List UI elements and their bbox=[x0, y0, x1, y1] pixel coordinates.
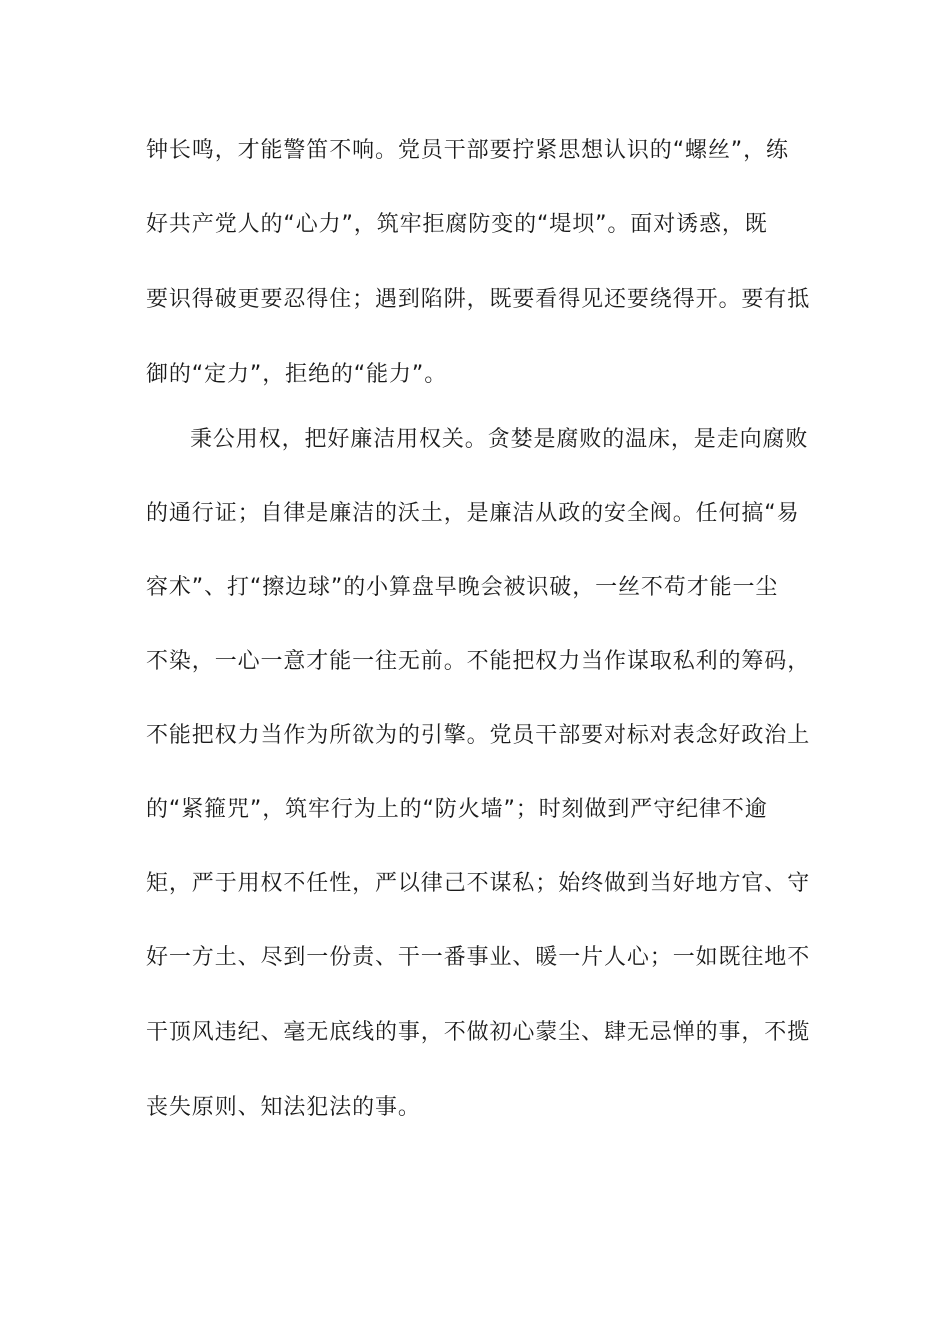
paragraph-line: 干顶风违纪、毫无底线的事，不做初心蒙尘、肆无忌惮的事，不揽 bbox=[146, 1020, 811, 1045]
paragraph-line: 钟长鸣，才能警笛不响。党员干部要拧紧思想认识的“螺丝”，练 bbox=[146, 138, 789, 163]
paragraph-line: 好共产党人的“心力”，筑牢拒腐防变的“堤坝”。面对诱惑，既 bbox=[146, 212, 768, 237]
paragraph-line: 容术”、打“擦边球”的小算盘早晚会被识破，一丝不苟才能一尘 bbox=[146, 575, 779, 600]
paragraph-line: 矩，严于用权不任性，严以律己不谋私；始终做到当好地方官、守 bbox=[146, 871, 811, 896]
paragraph-line: 的“紧箍咒”，筑牢行为上的“防火墙”；时刻做到严守纪律不逾 bbox=[146, 797, 768, 822]
paragraph-line: 御的“定力”，拒绝的“能力”。 bbox=[146, 362, 448, 387]
paragraph-line: 不染，一心一意才能一往无前。不能把权力当作谋取私利的筹码， bbox=[146, 649, 811, 674]
paragraph-line: 好一方土、尽到一份责、干一番事业、暖一片人心；一如既往地不 bbox=[146, 945, 811, 970]
paragraph-line: 要识得破更要忍得住；遇到陷阱，既要看得见还要绕得开。要有抵 bbox=[146, 287, 811, 312]
paragraph-line: 丧失原则、知法犯法的事。 bbox=[146, 1095, 421, 1120]
paragraph-line: 不能把权力当作为所欲为的引擎。党员干部要对标对表念好政治上 bbox=[146, 723, 811, 748]
paragraph-line: 秉公用权，把好廉洁用权关。贪婪是腐败的温床，是走向腐败 bbox=[190, 427, 809, 452]
paragraph-line: 的通行证；自律是廉洁的沃土，是廉洁从政的安全阀。任何搞“易 bbox=[146, 501, 800, 526]
